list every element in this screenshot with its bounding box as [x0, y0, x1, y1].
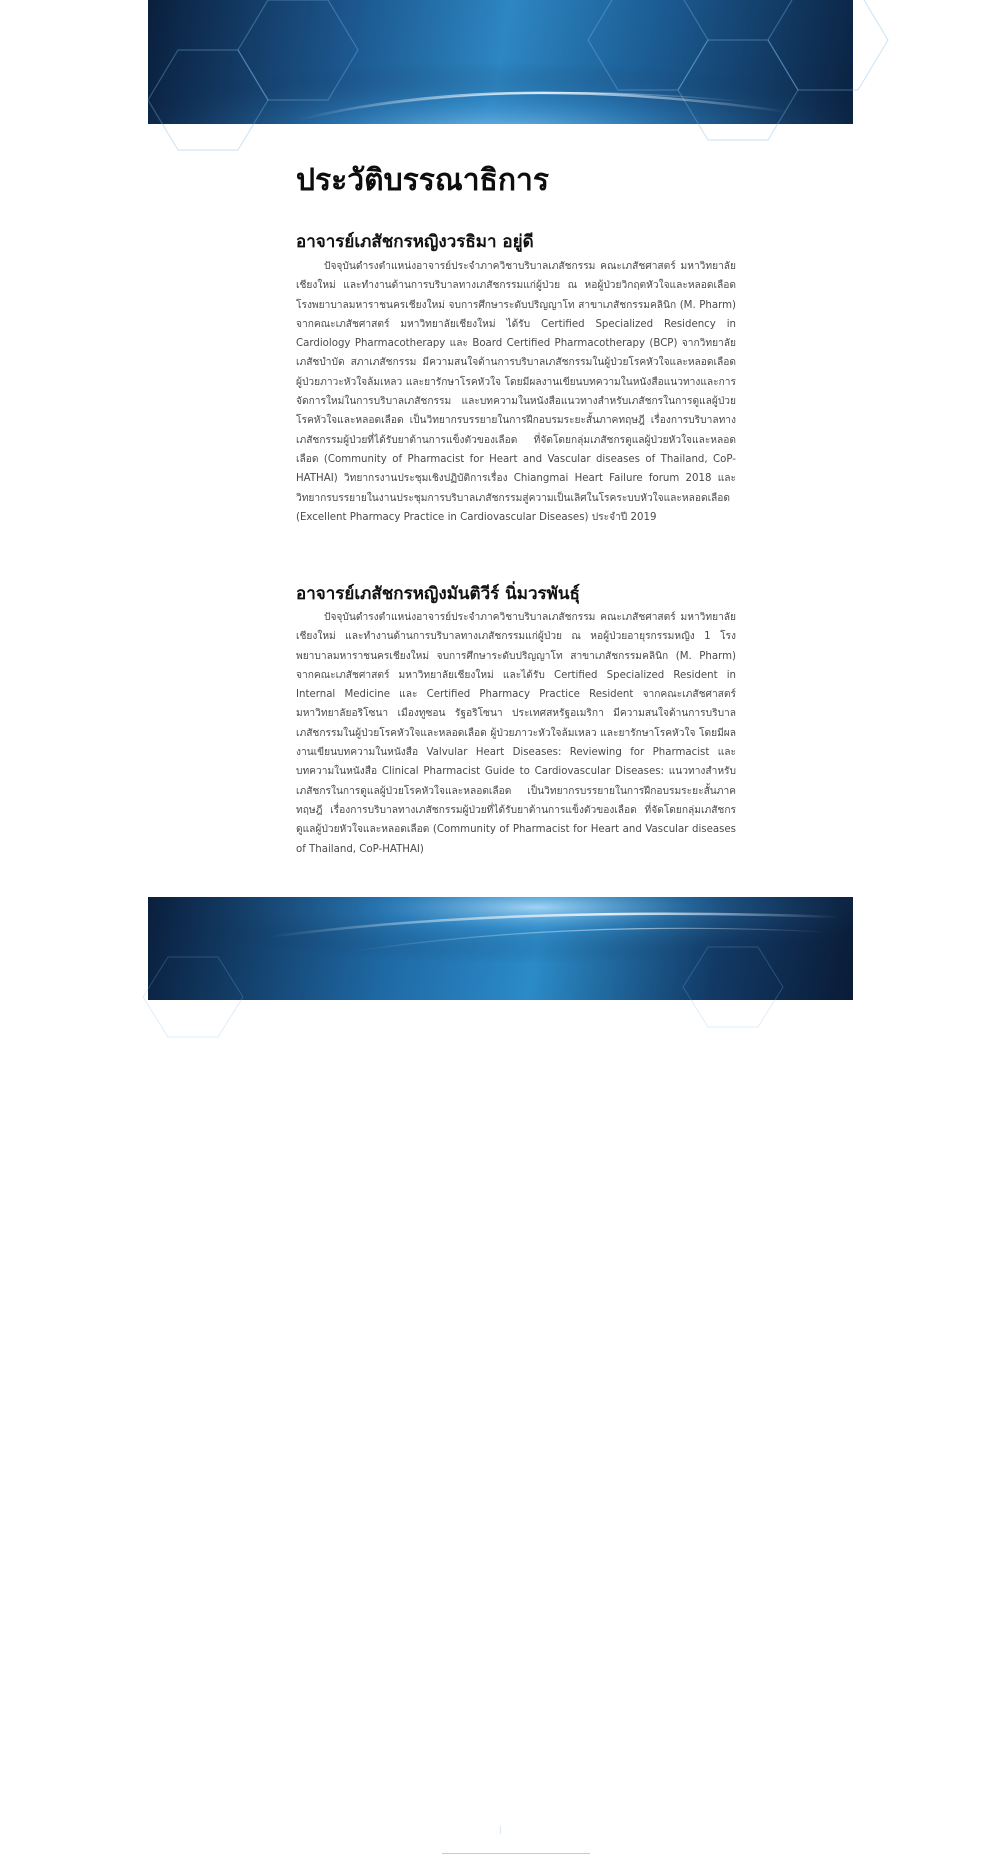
page-number: I — [498, 1824, 503, 1837]
editor-bio-1: ปัจจุบันดำรงตำแหน่งอาจารย์ประจำภาควิชาบริบาลเภสัชกรรม คณะเภสัชศาสตร์ มหาวิทยาลัยเชียงใหม่ และทำงานด้านการบริบาลทางเภสัชกรรมแก่ผู้ป่วย ณ หอผู้ป่วยวิกฤตหัวใจและหลอดเลือด โรงพยาบาลมหาราชนครเชียงใหม่ จบการศึกษาระดับปริญญาโท สาขาเภสัชกรรมคลินิก (M. Pharm) จากคณะเภสัชศาสตร์ มหาวิทยาลัยเชียงใหม่ ได้รับ Certified Specialized Residency in Cardiology Pharmacotherapy และ Board Certified Pharmacotherapy (BCP) จากวิทยาลัยเภสัชบำบัด สภาเภสัชกรรม มีความสนใจด้านการบริบาลเภสัชกรรมในผู้ป่วยโรคหัวใจและหลอดเลือด ผู้ป่วยภาวะหัวใจล้มเหลว และยารักษาโรคหัวใจ โดยมีผลงานเขียนบทความในหนังสือแนวทางและการจัดการใหม่ในการบริบาลเภสัชกรรม และบทความในหนังสือแนวทางสำหรับเภสัชกรในการดูแลผู้ป่วยโรคหัวใจและหลอดเลือด เป็นวิทยากรบรรยายในการฝึกอบรมระยะสั้นภาคทฤษฎี เรื่องการบริบาลทางเภสัชกรรมผู้ป่วยที่ได้รับยาต้านการแข็งตัวของเลือด ที่จัดโดยกลุ่มเภสัชกรดูแลผู้ป่วยหัวใจและหลอดเลือด (Community of Pharmacist for Heart and Vascular diseases of Thailand, CoP-HATHAI) วิทยากรงานประชุมเชิงปฏิบัติการเรื่อง Chiangmai Heart Failure forum 2018 และวิทยากรบรรยายในงานประชุมการบริบาลเภสัชกรรมสู่ความเป็นเลิศในโรคระบบหัวใจและหลอดเลือด (Excellent Pharmacy Practice in Cardiovascular Diseases) ประจำปี 2019 — [296, 261, 736, 523]
footer-banner — [148, 897, 853, 1837]
hexagon-pattern — [148, 0, 853, 124]
editor-name-2: อาจารย์เภสัชกรหญิงมันติวีร์ นิ่มวรพันธุ์ — [296, 584, 580, 604]
document-page — [148, 0, 853, 1837]
editor-name-1: อาจารย์เภสัชกรหญิงวรธิมา อยู่ดี — [296, 232, 534, 252]
light-streak-pattern — [148, 897, 853, 1000]
page-title: ประวัติบรรณาธิการ — [296, 163, 549, 198]
editor-bio-2: ปัจจุบันดำรงตำแหน่งอาจารย์ประจำภาควิชาบริบาลเภสัชกรรม คณะเภสัชศาสตร์ มหาวิทยาลัยเชียงใหม่ และทำงานด้านการบริบาลทางเภสัชกรรมแก่ผู้ป่วย ณ หอผู้ป่วยอายุรกรรมหญิง 1 โรงพยาบาลมหาราชนครเชียงใหม่ จบการศึกษาระดับปริญญาโท สาขาเภสัชกรรมคลินิก (M. Pharm) จากคณะเภสัชศาสตร์ มหาวิทยาลัยเชียงใหม่ และได้รับ Certified Specialized Resident in Internal Medicine และ Certified Pharmacy Practice Resident จากคณะเภสัชศาสตร์ มหาวิทยาลัยอริโซนา เมืองทูซอน รัฐอริโซนา ประเทศสหรัฐอเมริกา มีความสนใจด้านการบริบาลเภสัชกรรมในผู้ป่วยโรคหัวใจและหลอดเลือด ผู้ป่วยภาวะหัวใจล้มเหลว และยารักษาโรคหัวใจ โดยมีผลงานเขียนบทความในหนังสือ Valvular Heart Diseases: Reviewing for Pharmacist และบทความในหนังสือ Clinical Pharmacist Guide to Cardiovascular Diseases: แนวทางสำหรับเภสัชกรในการดูแลผู้ป่วยโรคหัวใจและหลอดเลือด เป็นวิทยากรบรรยายในการฝึกอบรมระยะสั้นภาคทฤษฎี เรื่องการบริบาลทางเภสัชกรรมผู้ป่วยที่ได้รับยาต้านการแข็งตัวของเลือด ที่จัดโดยกลุ่มเภสัชกรดูแลผู้ป่วยหัวใจและหลอดเลือด (Community of Pharmacist for Heart and Vascular diseases of Thailand, CoP-HATHAI) — [296, 612, 736, 855]
header-banner — [148, 0, 853, 124]
